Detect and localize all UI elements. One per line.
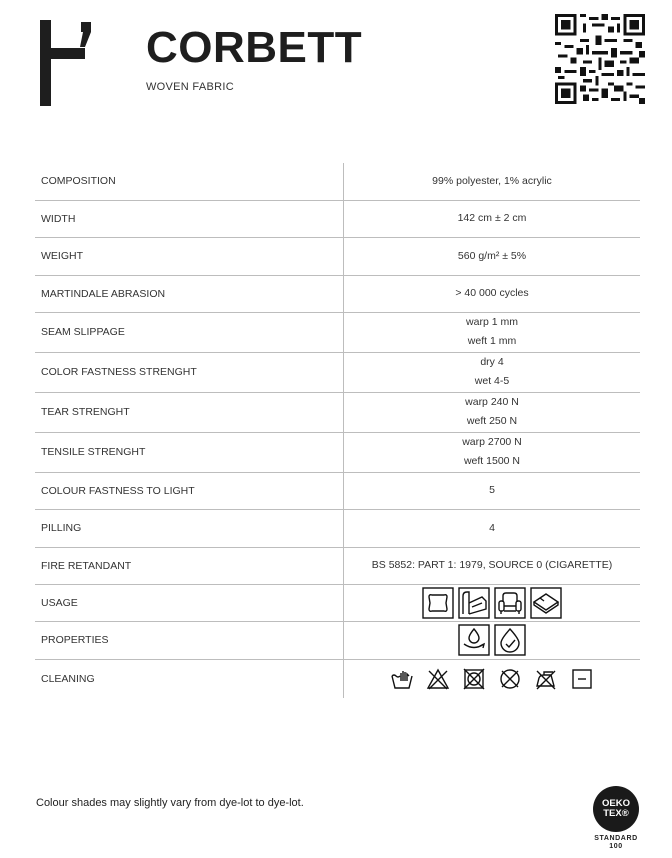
spec-label: CLEANING xyxy=(35,659,344,698)
spec-value: BS 5852: PART 1: 1979, SOURCE 0 (CIGARETTE) xyxy=(344,547,641,584)
spec-label: COMPOSITION xyxy=(35,163,344,200)
spec-label: TEAR STRENGHT xyxy=(35,392,344,432)
spec-label: WEIGHT xyxy=(35,237,344,275)
oeko-standard-label: STANDARD 100 xyxy=(594,835,638,850)
cushion-icon xyxy=(422,587,454,619)
spec-row xyxy=(35,312,640,352)
spec-label: PROPERTIES xyxy=(35,621,344,659)
spec-value: 560 g/m² ± 5% xyxy=(344,237,641,275)
spec-value xyxy=(344,621,641,659)
dye-lot-note: Colour shades may slightly vary from dye-lot to dye-lot. xyxy=(36,797,304,809)
water-repellent-icon xyxy=(458,624,490,656)
oeko-tex-badge xyxy=(588,786,644,858)
do-not-tumble-dry-icon xyxy=(462,668,486,690)
spec-value: dry 4 wet 4-5 xyxy=(344,352,641,392)
spec-label: SEAM SLIPPAGE xyxy=(35,312,344,352)
spec-value: warp 1 mm weft 1 mm xyxy=(344,312,641,352)
spec-row xyxy=(35,275,640,312)
spec-row xyxy=(35,472,640,509)
spec-row xyxy=(35,237,640,275)
do-not-bleach-icon xyxy=(426,668,450,690)
spec-value: warp 2700 N weft 1500 N xyxy=(344,432,641,472)
spec-value xyxy=(344,584,641,621)
spec-label: COLOR FASTNESS STRENGHT xyxy=(35,352,344,392)
do-not-iron-icon xyxy=(534,668,558,690)
spec-value: warp 240 N weft 250 N xyxy=(344,392,641,432)
hand-wash-icon xyxy=(390,668,414,690)
spec-row xyxy=(35,621,640,659)
flat-dry-icon xyxy=(570,668,594,690)
spec-value: 5 xyxy=(344,472,641,509)
spec-row xyxy=(35,509,640,547)
spec-row xyxy=(35,163,640,200)
spec-value: 142 cm ± 2 cm xyxy=(344,200,641,237)
spec-value: > 40 000 cycles xyxy=(344,275,641,312)
spec-label: PILLING xyxy=(35,509,344,547)
spec-row xyxy=(35,352,640,392)
specification-table xyxy=(35,163,640,698)
spec-row xyxy=(35,432,640,472)
spec-label: WIDTH xyxy=(35,200,344,237)
product-subtitle: WOVEN FABRIC xyxy=(146,81,234,93)
spec-value: 99% polyester, 1% acrylic xyxy=(344,163,641,200)
armchair-icon xyxy=(494,587,526,619)
spec-value: 4 xyxy=(344,509,641,547)
qr-code[interactable] xyxy=(555,14,645,104)
oeko-tex-logo: OEKO TEX® xyxy=(593,786,639,832)
spec-label: USAGE xyxy=(35,584,344,621)
spec-label: COLOUR FASTNESS TO LIGHT xyxy=(35,472,344,509)
stain-resistant-icon xyxy=(494,624,526,656)
product-title: CORBETT xyxy=(146,23,363,72)
spec-label: TENSILE STRENGHT xyxy=(35,432,344,472)
spec-row xyxy=(35,659,640,698)
spec-row xyxy=(35,547,640,584)
spec-label: FIRE RETANDANT xyxy=(35,547,344,584)
headboard-icon xyxy=(458,587,490,619)
spec-row xyxy=(35,584,640,621)
brand-logo xyxy=(40,20,92,106)
spec-value xyxy=(344,659,641,698)
do-not-dry-clean-icon xyxy=(498,668,522,690)
spec-label: MARTINDALE ABRASION xyxy=(35,275,344,312)
spec-row xyxy=(35,392,640,432)
bed-cover-icon xyxy=(530,587,562,619)
spec-row xyxy=(35,200,640,237)
